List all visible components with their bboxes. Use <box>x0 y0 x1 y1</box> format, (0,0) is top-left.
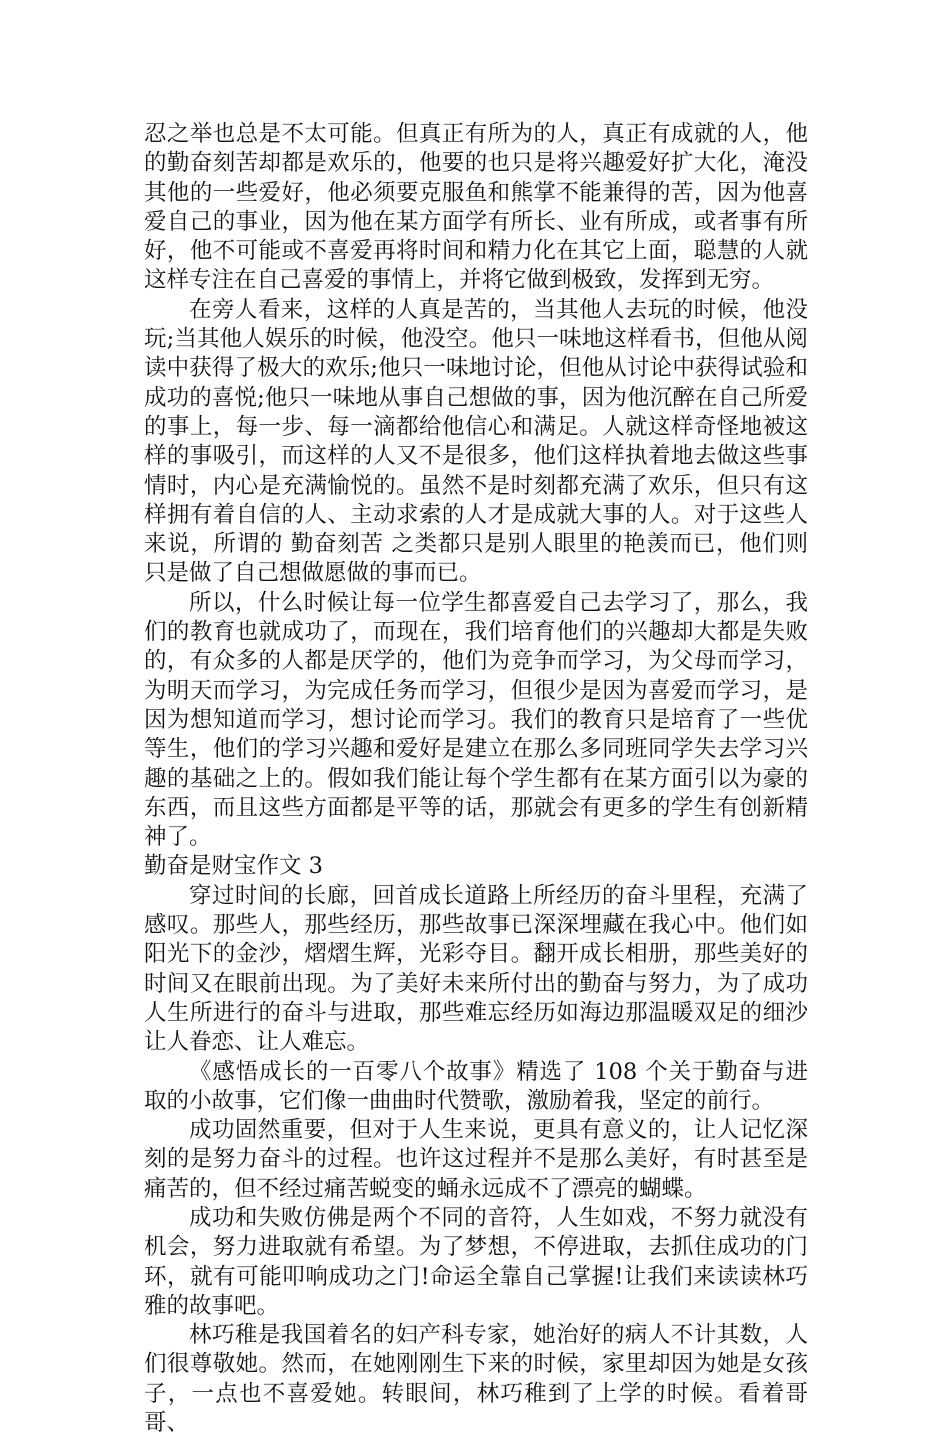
paragraph-2: 在旁人看来，这样的人真是苦的，当其他人去玩的时候，他没玩;当其他人娱乐的时候，他没空。他只一味地这样看书，但他从阅读中获得了极大的欢乐;他只一味地讨论，但他从讨论中获得试验和成功的喜悦;他只一味地从事自己想做的事，因为他沉醉在自己所爱的事上，每一步、每一滴都给他信心和满足。人就这样奇怪地被这样的事吸引，而这样的人又不是很多，他们这样执着地去做这些事情时，内心是充满愉悦的。虽然不是时刻都充满了欢乐，但只有这样拥有着自信的人、主动求索的人才是成就大事的人。对于这些人来说，所谓的 勤奋刻苦 之类都只是别人眼里的艳羡而已，他们则只是做了自己想做愿做的事而已。 <box>144 296 808 587</box>
paragraph-8: 林巧稚是我国着名的妇产科专家，她治好的病人不计其数，人们很尊敬她。然而，在她刚刚生下来的时候，家里却因为她是女孩子，一点也不喜爱她。转眼间，林巧稚到了上学的时候。看着哥哥、 <box>144 1322 808 1437</box>
paragraph-3: 所以，什么时候让每一位学生都喜爱自己去学习了，那么，我们的教育也就成功了，而现在，我们培育他们的兴趣却大都是失败的，有众多的人都是厌学的，他们为竞争而学习，为父母而学习，为明天而学习，为完成任务而学习，但很少是因为喜爱而学习，是因为想知道而学习，想讨论而学习。我们的教育只是培育了一些优等生，他们的学习兴趣和爱好是建立在那么多同班同学失去学习兴趣的基础之上的。假如我们能让每个学生都有在某方面引以为豪的东西，而且这些方面都是平等的话，那就会有更多的学生有创新精神了。 <box>144 589 808 851</box>
paragraph-5: 《感悟成长的一百零八个故事》精选了 108 个关于勤奋与进取的小故事，它们像一曲曲时代赞歌，激励着我，坚定的前行。 <box>144 1058 808 1114</box>
paragraph-6: 成功固然重要，但对于人生来说，更具有意义的，让人记忆深刻的是努力奋斗的过程。也许这过程并不是那么美好，有时甚至是痛苦的，但不经过痛苦蜕变的蛹永远成不了漂亮的蝴蝶。 <box>144 1117 808 1202</box>
section-heading: 勤奋是财宝作文 3 <box>144 853 323 880</box>
document-body <box>144 120 808 1438</box>
paragraph-4: 穿过时间的长廊，回首成长道路上所经历的奋斗里程，充满了感叹。那些人，那些经历，那些故事已深深埋藏在我心中。他们如阳光下的金沙，熠熠生辉，光彩夺目。翻开成长相册，那些美好的时间又在眼前出现。为了美好未来所付出的勤奋与努力，为了成功人生所进行的奋斗与进取，那些难忘经历如海边那温暖双足的细沙让人眷恋、让人难忘。 <box>144 882 808 1056</box>
paragraph-7: 成功和失败仿佛是两个不同的音符，人生如戏，不努力就没有机会，努力进取就有希望。为了梦想，不停进取，去抓住成功的门环，就有可能叩响成功之门!命运全靠自己掌握!让我们来读读林巧雅的故事吧。 <box>144 1204 808 1319</box>
paragraph-1: 忍之举也总是不太可能。但真正有所为的人，真正有成就的人，他的勤奋刻苦却都是欢乐的，他要的也只是将兴趣爱好扩大化，淹没其他的一些爱好，他必须要克服鱼和熊掌不能兼得的苦，因为他喜爱自己的事业，因为他在某方面学有所长、业有所成，或者事有所好，他不可能或不喜爱再将时间和精力化在其它上面，聪慧的人就这样专注在自己喜爱的事情上，并将它做到极致，发挥到无穷。 <box>144 121 808 294</box>
